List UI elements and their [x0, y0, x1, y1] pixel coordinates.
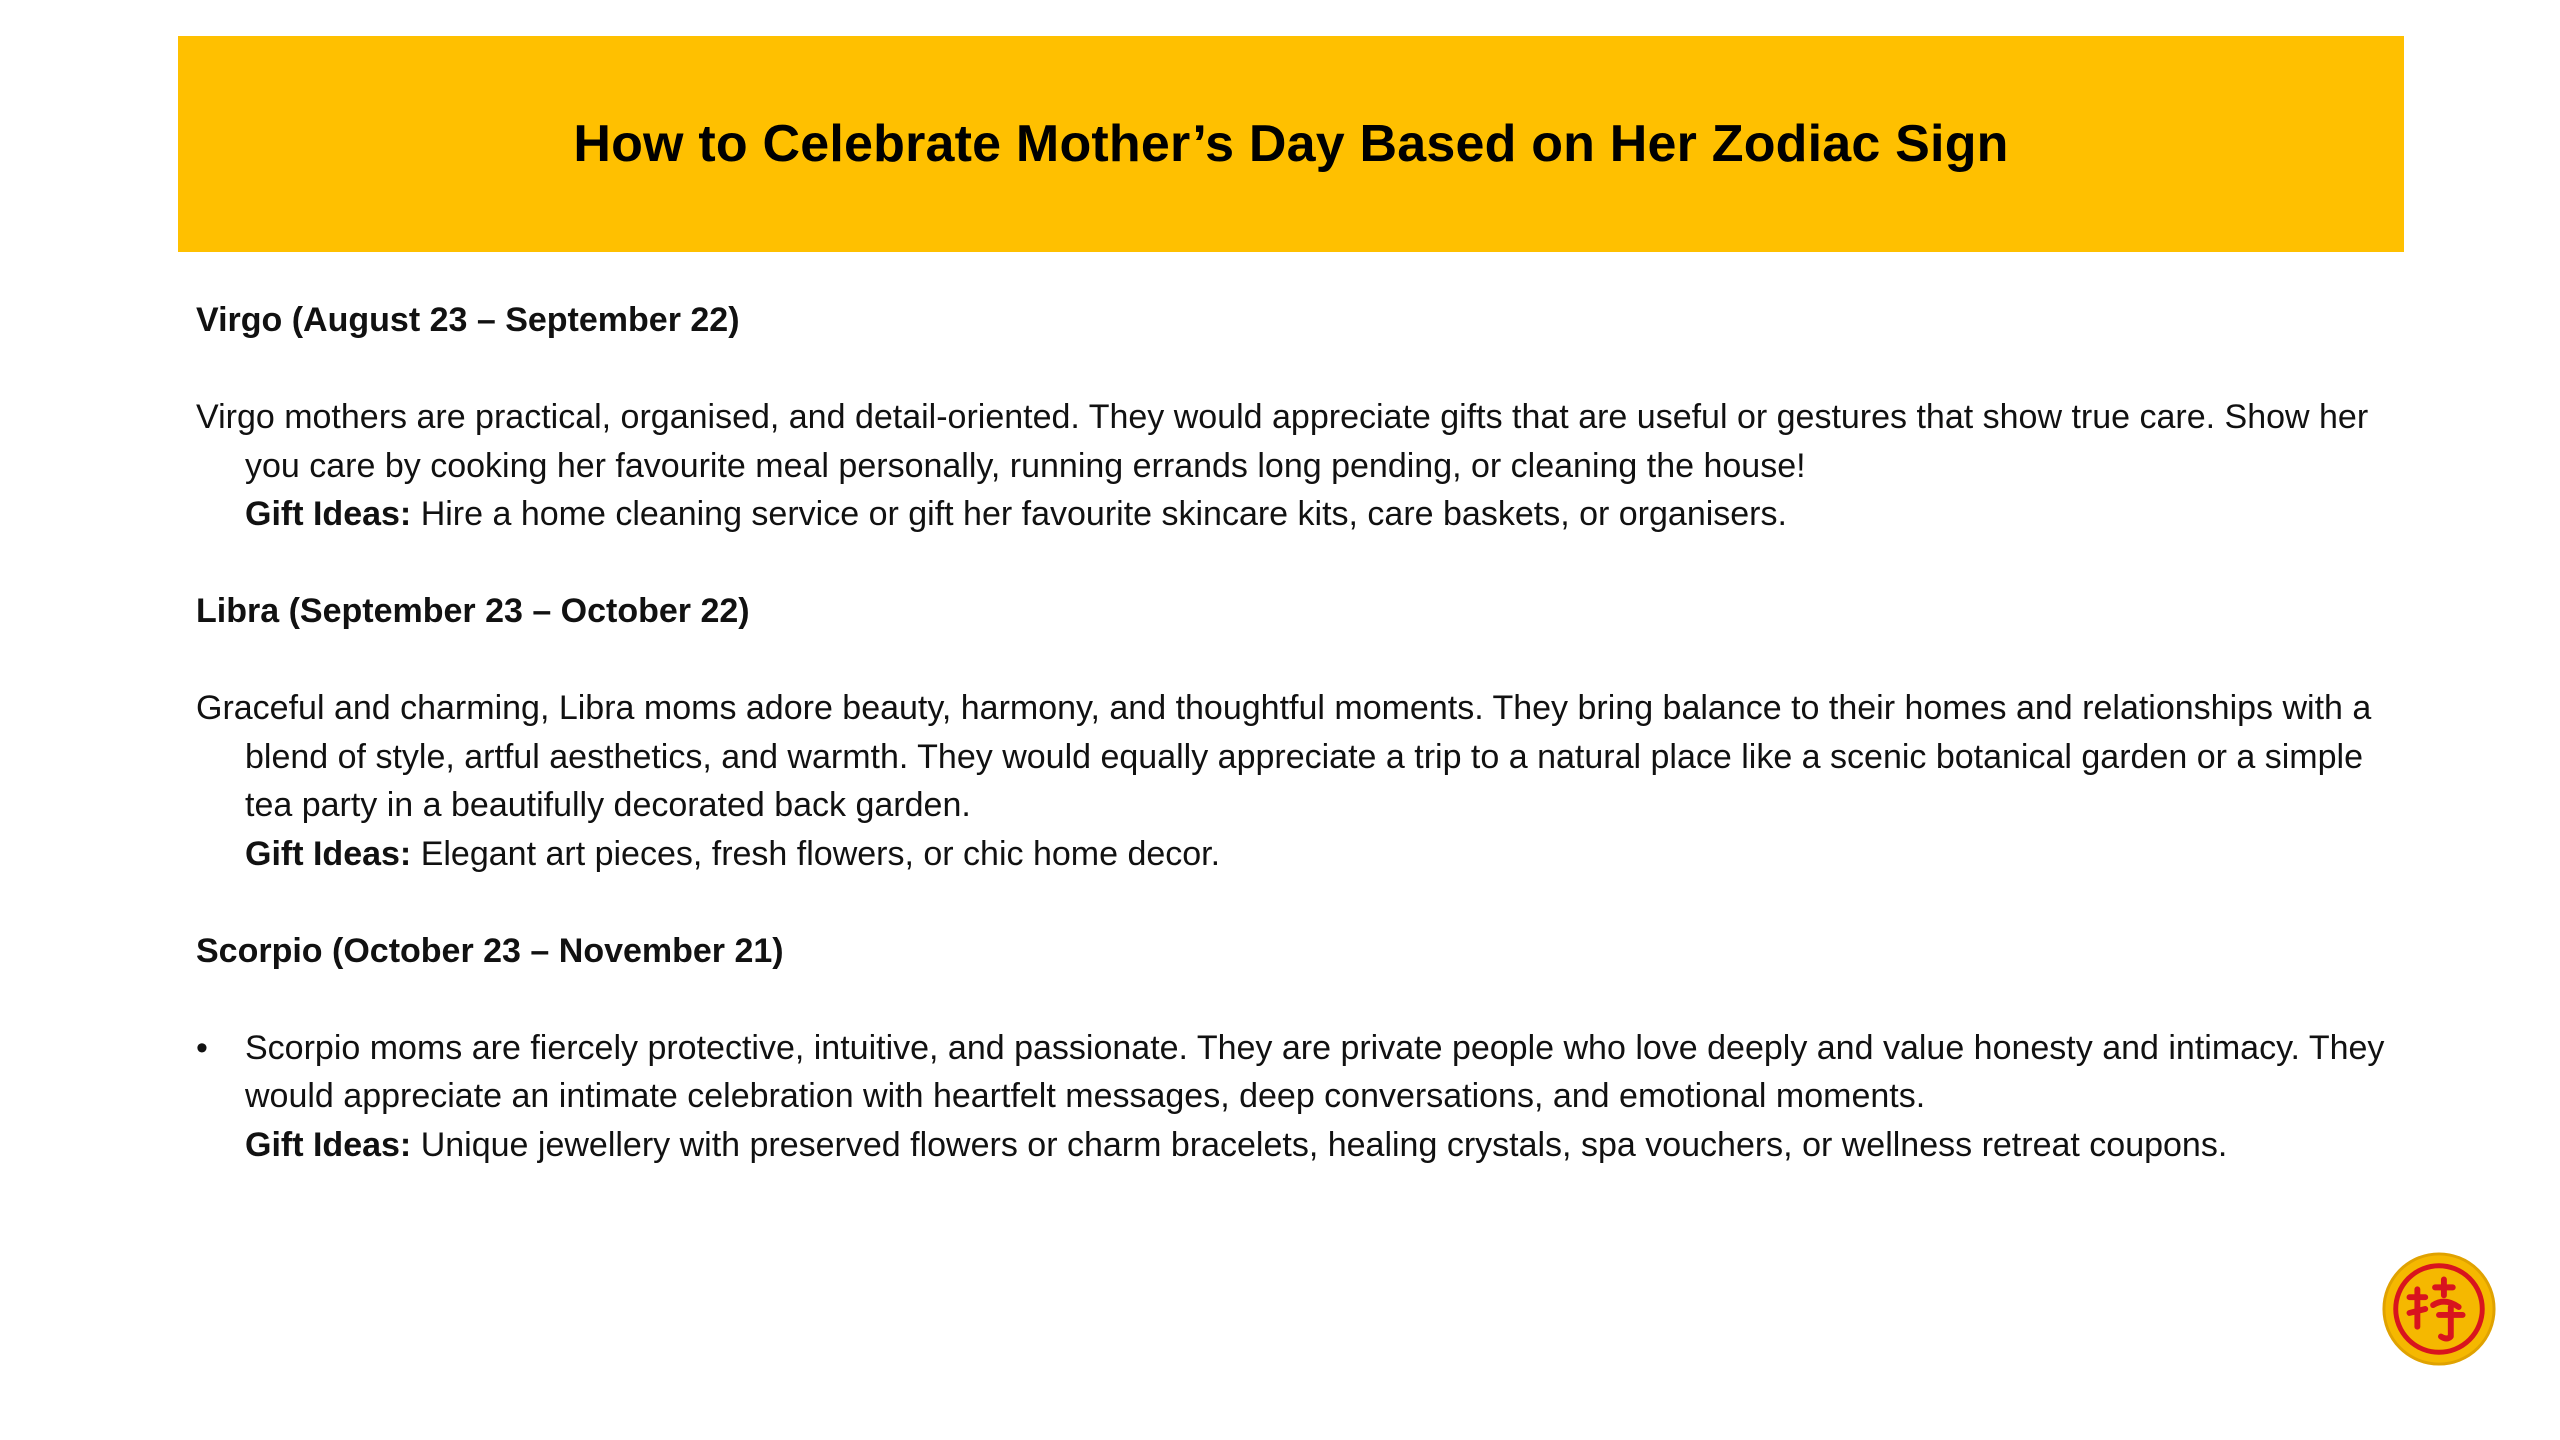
spacer [196, 636, 2396, 685]
spacer [196, 878, 2396, 927]
bullet-icon: • [196, 1028, 208, 1067]
slide-content [196, 296, 2396, 1169]
spacer [196, 975, 2396, 1024]
gift-ideas-scorpio [245, 1121, 2396, 1170]
gift-ideas-text: Elegant art pieces, fresh flowers, or chic home decor. [411, 834, 1221, 873]
gift-ideas-label: Gift Ideas: [245, 834, 412, 873]
section-body-libra [196, 684, 2396, 830]
section-heading-scorpio: Scorpio (October 23 – November 21) [196, 931, 784, 970]
section-body-text: Virgo mothers are practical, organised, and detail-oriented. They would appreciate gifts that are useful or gestures that show true care. Show her you care by cooking her favourite meal personally, running errands long pending, or cleaning the house! [196, 398, 2369, 485]
section-heading-virgo: Virgo (August 23 – September 22) [196, 301, 740, 339]
gift-ideas-virgo [196, 490, 2396, 539]
gift-ideas-text: Hire a home cleaning service or gift her favourite skincare kits, care baskets, or organisers. [411, 495, 1787, 533]
section-body-scorpio [196, 1024, 2396, 1170]
gift-ideas-libra [196, 830, 2396, 879]
section-body-text: Scorpio moms are fiercely protective, intuitive, and passionate. They are private people who love deeply and value honesty and intimacy. They would appreciate an intimate celebration with heartfelt messages, deep conversations, and emotional moments. [245, 1028, 2385, 1115]
title-bar [178, 36, 2404, 252]
spacer [196, 539, 2396, 588]
section-body-virgo [196, 393, 2396, 490]
section-heading-libra: Libra (September 23 – October 22) [196, 592, 750, 630]
section-body-text: Graceful and charming, Libra moms adore beauty, harmony, and thoughtful moments. They bring balance to their homes and relationships with a blend of style, artful aesthetics, and warmth. They would equally appreciate a trip to a natural place like a scenic botanical garden or a simple tea party in a beautifully decorated back garden. [196, 689, 2372, 824]
gift-ideas-text: Unique jewellery with preserved flowers or charm bracelets, healing crystals, spa vouchers, or wellness retreat coupons. [411, 1125, 2228, 1164]
gift-ideas-label: Gift Ideas: [245, 495, 412, 533]
gift-ideas-label: Gift Ideas: [245, 1125, 412, 1164]
brand-logo-icon [2380, 1250, 2498, 1368]
page-title: How to Celebrate Mother’s Day Based on Her Zodiac Sign [573, 115, 2009, 173]
spacer [196, 345, 2396, 394]
